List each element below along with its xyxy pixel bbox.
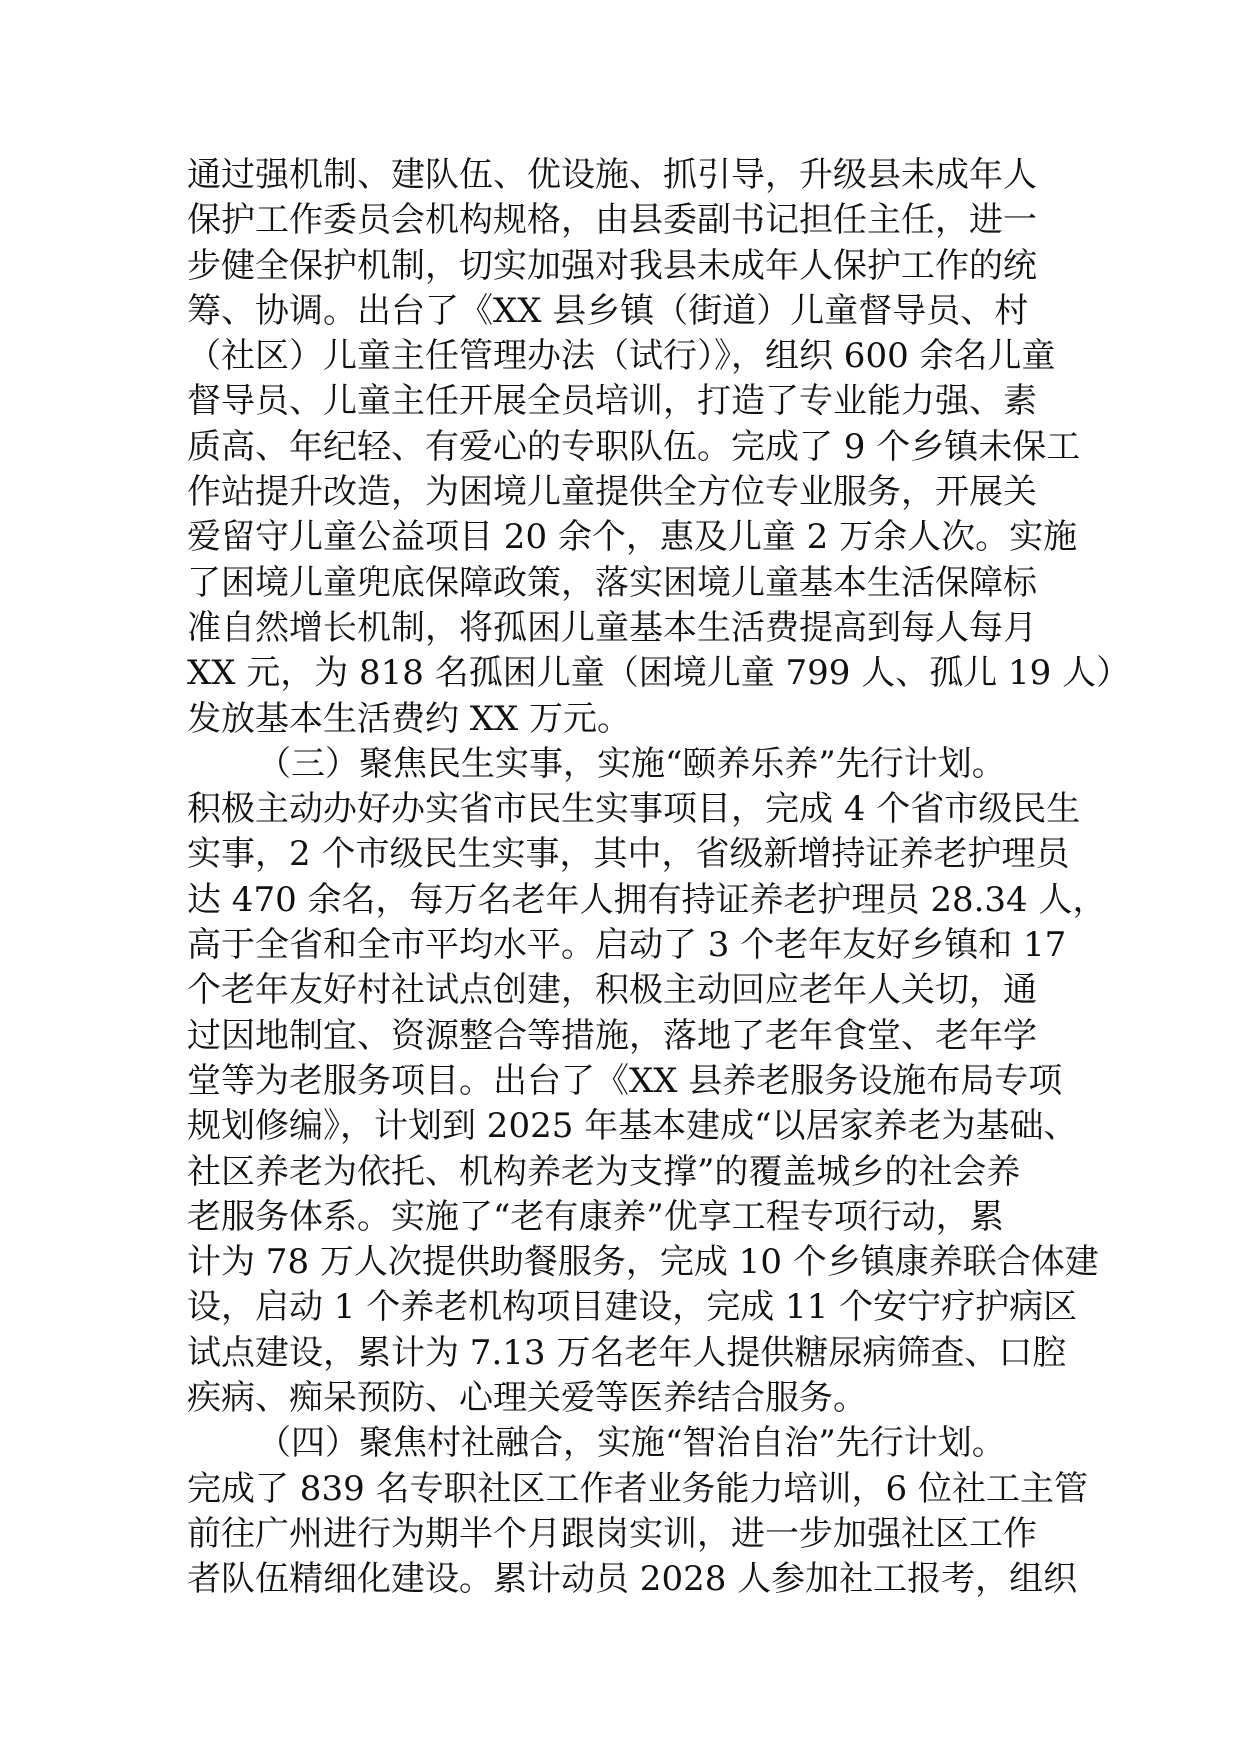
text-line: 疾病、痴呆预防、心理关爱等医养结合服务。 bbox=[187, 1378, 867, 1419]
text-line: （社区）儿童主任管理办法（试行）》，组织 600 余名儿童 bbox=[187, 336, 1056, 377]
text-line: 社区养老为依托、机构养老为支撑”的覆盖城乡的社会养 bbox=[187, 1151, 1021, 1192]
text-line: 高于全省和全市平均水平。启动了 3 个老年友好乡镇和 17 bbox=[187, 925, 1067, 966]
text-line: 试点建设，累计为 7.13 万名老年人提供糖尿病筛查、口腔 bbox=[187, 1332, 1067, 1373]
text-line: 计为 78 万人次提供助餐服务，完成 10 个乡镇康养联合体建 bbox=[187, 1242, 1099, 1283]
text-line: 规划修编》，计划到 2025 年基本建成“以居家养老为基础、 bbox=[187, 1106, 1078, 1147]
text-line: 前往广州进行为期半个月跟岗实训，进一步加强社区工作 bbox=[187, 1513, 1037, 1554]
text-line: 督导员、儿童主任开展全员培训，打造了专业能力强、素 bbox=[187, 381, 1037, 422]
text-line: 达 470 余名，每万名老年人拥有持证养老护理员 28.34 人， bbox=[187, 879, 1107, 920]
text-line: 作站提升改造，为困境儿童提供全方位专业服务，开展关 bbox=[187, 472, 1037, 513]
text-line: 筹、协调。出台了《XX 县乡镇（街道）儿童督导员、村 bbox=[187, 290, 1029, 331]
text-line: 准自然增长机制，将孤困儿童基本生活费提高到每人每月 bbox=[187, 607, 1037, 648]
text-line: 老服务体系。实施了“老有康养”优享工程专项行动，累 bbox=[187, 1196, 1004, 1237]
text-line: 个老年友好村社试点创建，积极主动回应老年人关切，通 bbox=[187, 970, 1037, 1011]
section-heading: （四）聚焦村社融合，实施“智治自治”先行计划。 bbox=[257, 1423, 1006, 1464]
text-line: 步健全保护机制，切实加强对我县未成年人保护工作的统 bbox=[187, 245, 1037, 286]
text-line: 爱留守儿童公益项目 20 余个，惠及儿童 2 万余人次。实施 bbox=[187, 517, 1078, 558]
text-line: 了困境儿童兜底保障政策，落实困境儿童基本生活保障标 bbox=[187, 562, 1037, 603]
text-line: 堂等为老服务项目。出台了《XX 县养老服务设施布局专项 bbox=[187, 1060, 1063, 1101]
text-line: XX 元，为 818 名孤困儿童（困境儿童 799 人、孤儿 19 人） bbox=[187, 653, 1131, 694]
document-body bbox=[187, 153, 1131, 1603]
section-heading: （三）聚焦民生实事，实施“颐养乐养”先行计划。 bbox=[257, 743, 1006, 784]
text-line: 设，启动 1 个养老机构项目建设，完成 11 个安宁疗护病区 bbox=[187, 1287, 1078, 1328]
text-line: 者队伍精细化建设。累计动员 2028 人参加社工报考，组织 bbox=[187, 1559, 1078, 1600]
text-line: 积极主动办好办实省市民生实事项目，完成 4 个省市级民生 bbox=[187, 789, 1081, 830]
text-line: 质高、年纪轻、有爱心的专职队伍。完成了 9 个乡镇未保工 bbox=[187, 426, 1081, 467]
text-line: 保护工作委员会机构规格，由县委副书记担任主任，进一 bbox=[187, 200, 1037, 241]
text-line: 实事，2 个市级民生实事，其中，省级新增持证养老护理员 bbox=[187, 834, 1070, 875]
text-line: 通过强机制、建队伍、优设施、抓引导，升级县未成年人 bbox=[187, 155, 1037, 195]
text-line: 完成了 839 名专职社区工作者业务能力培训，6 位社工主管 bbox=[187, 1468, 1088, 1509]
text-line: 发放基本生活费约 XX 万元。 bbox=[187, 698, 632, 739]
text-line: 过因地制宜、资源整合等措施，落地了老年食堂、老年学 bbox=[187, 1015, 1037, 1056]
